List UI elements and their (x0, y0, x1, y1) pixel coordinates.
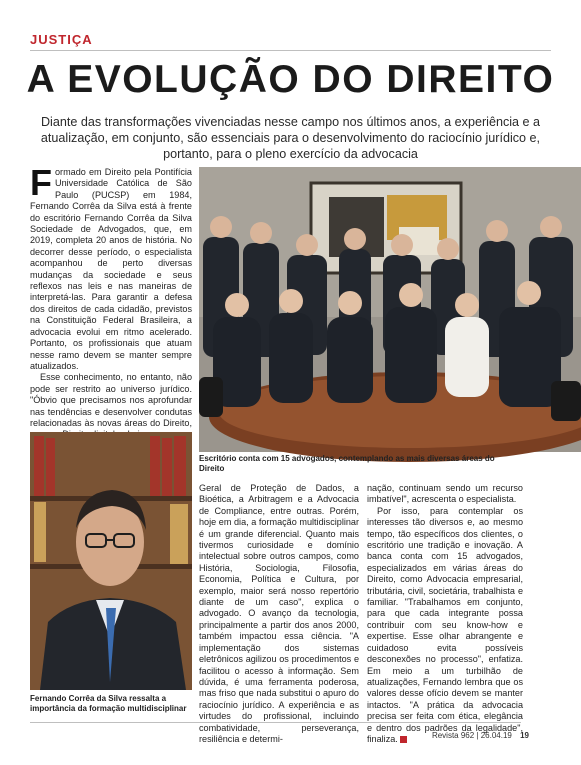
drop-cap: F (30, 162, 52, 203)
paragraph: Esse conhecimento, no entanto, não pode ser restrito ao universo jurídico. "Óbvio que precisamos nos aprofundar nas tendências e desenvolver condutas relacionadas às novas áreas do Direito, (30, 372, 192, 428)
paragraph: nação, continuam sendo um recurso imbatível", acrescenta o especialista. (367, 483, 523, 505)
magazine-issue: Revista 962 | 26.04.19 (431, 731, 512, 740)
bottom-divider (30, 722, 521, 723)
group-photo-illustration (199, 167, 581, 452)
section-label: JUSTIÇA (30, 32, 93, 47)
end-of-article-icon (400, 736, 407, 743)
group-photo (199, 167, 581, 452)
portrait-photo (30, 432, 192, 690)
paragraph: Geral de Proteção de Dados, a Bioética, a Arbitragem e a Advocacia de Compliance, entre outras. Porém, hoje em dia, a formação multidisciplinar é um grande diferencial. Quanto mais tivermos curiosidade e domínio intelectual sobre outros campos, como História, Sociologia, Filosofia, Economia, Política e Cultura, por exemplo, maior será nosso repertório diante de um caso", explica o advogado. O avanço da tecnologia, principalmente a partir dos anos 2000, também impactou essa ciência. "A implementação dos sistemas eletrônicos agilizou os procedimentos e facilitou o acesso à informação. Sem dúvida, é uma ferramenta poderosa, mas friso que nada substitui o apuro do raciocínio jurídico. A experiência e as virtudes do profissional, incluindo combatividade, perseverança, resiliência e determi- (199, 483, 359, 744)
top-divider (30, 50, 551, 51)
portrait-caption: Fernando Corrêa da Silva ressalta a importância da formação multidisciplinar (30, 694, 187, 713)
article-subtitle: Diante das transformações vivenciadas nesse campo nos últimos anos, a experiência e a atualização, em conjunto, são essenciais para o desenvolvimento do raciocínio jurídico e, portanto, para o pleno exercício da advocacia (40, 115, 541, 161)
group-photo-caption: Escritório conta com 15 advogados, contemplando as mais diversas áreas do Direito (199, 454, 495, 473)
page-footer (432, 731, 529, 740)
page-number: 19 (520, 731, 529, 740)
paragraph-text: ormado em Direito pela Pontifícia Universidade Católica de São Paulo (PUCSP) em 1984, Fernando Corrêa da Silva está à frente do escritório Fernando Corrêa da Silva Sociedade de Advogados, que, em 2019, completa 20 anos de história. No decorrer desse período, o especialista acompanhou de perto diversas mudanças da sociedade e seus reflexos nas leis e nas maneiras de interpretá-las. Para garantir a defesa dos direitos de cada cidadão, previstos na Constituição Federal Brasileira, a advocacia evolui em ritmo acelerado. Portanto, os profissionais que atuam nesse ramo devem se manter sempre atualizados. (30, 167, 192, 371)
paragraph-text: Por isso, para contemplar os interesses tão diversos e, ao mesmo tempo, tão específicos dos clientes, o escritório une tradição e inovação. A banca conta com 15 advogados, especializados em várias áreas do Direito, como Advocacia empresarial, tributária, civil, societária, trabalhista e familiar. "Trabalhamos em conjunto, para que cada integrante possa contribuir com seu know-how e expertise. Esse olhar abrangente e cuidadoso evita possíveis desconexões no processo", enfatiza. Em meio a um turbilhão de atualizações, Fernando lembra que os valores desse ofício devem se manter intactos. "A prática da advocacia precisa ser feita com ética, elegância e dentro dos padrões da legalidade", finaliza. (367, 505, 523, 744)
paragraph (30, 162, 192, 372)
portrait-illustration (30, 432, 192, 690)
paragraph-with-end-mark (367, 506, 523, 746)
body-column-2 (199, 483, 359, 744)
article-title: A EVOLUÇÃO DO DIREITO (26, 58, 555, 101)
body-column-1 (30, 162, 192, 428)
